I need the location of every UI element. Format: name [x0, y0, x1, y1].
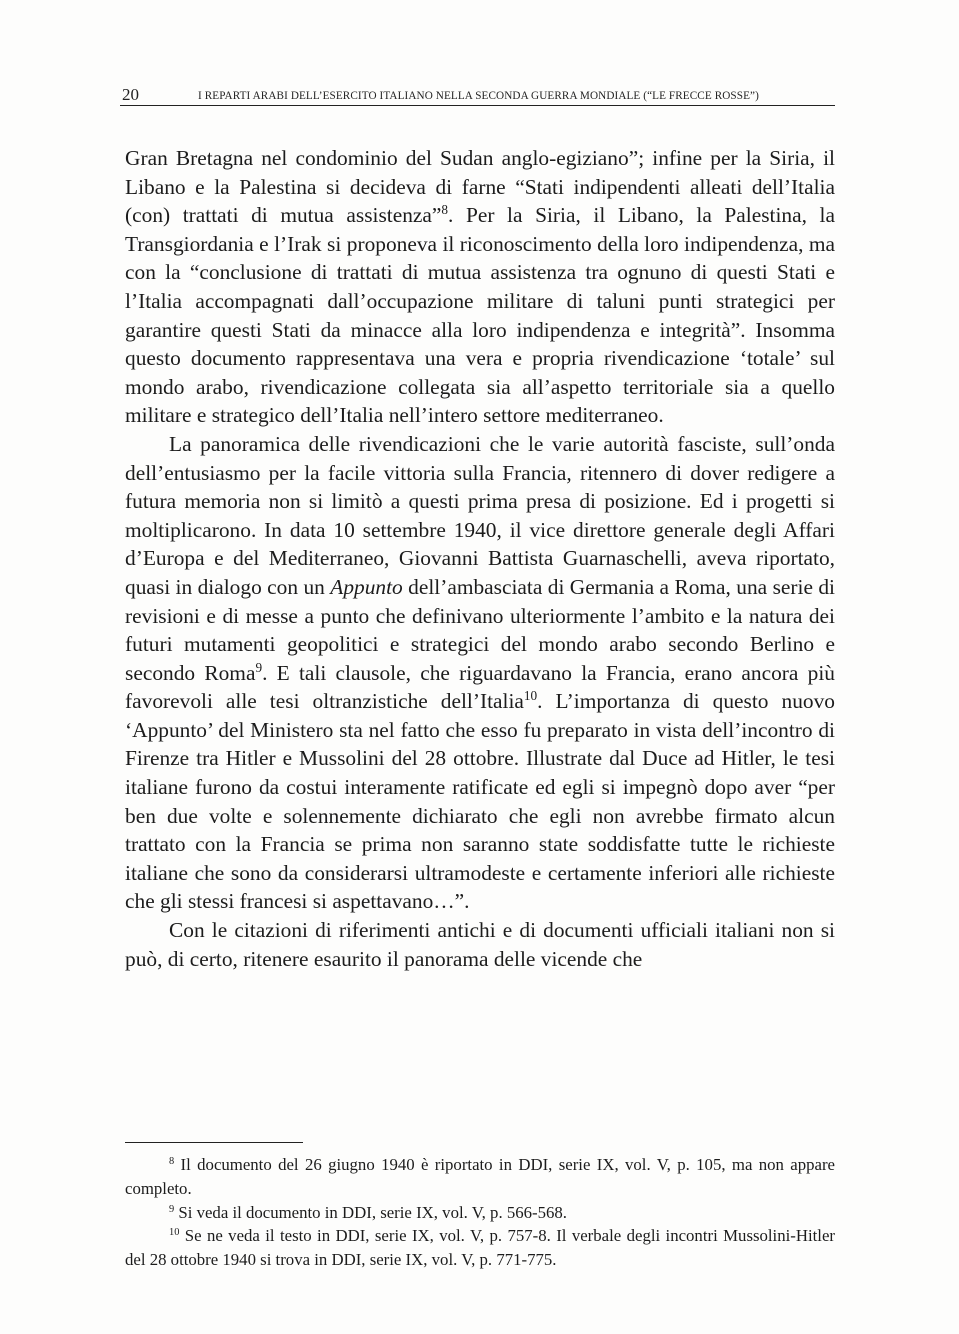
footnote-text: Se ne veda il testo in DDI, serie IX, vol. V, p. 757-8. Il verbale degli incontri Mussolini-Hitler del 28 ottobre 1940 si trova in DDI, serie IX, vol. V, p. 771-775. — [125, 1226, 835, 1270]
footnote-ref-8: 8 — [441, 202, 449, 218]
page-number: 20 — [122, 85, 139, 104]
footnotes — [125, 1153, 835, 1272]
footnote-separator — [125, 1142, 303, 1143]
italic-appunto: Appunto — [330, 574, 403, 599]
paragraph-2-text-d: . L’importanza di questo nuovo ‘Appunto’ del Ministero sta nel fatto che esso fu preparato in vista dell’incontro di Firenze tra Hitler e Mussolini del 28 ottobre. Illustrate dal Duce ad Hitler, le tesi italiane furono da costui interamente ratificate ed egli si impegnò dopo aver “per ben due volte e solennemente dichiarato che egli non avrebbe firmato alcun trattato con la Francia se prima non saranno state soddisfatte tutte le richieste italiane che sono da considerarsi ultramodeste e certamente inferiori alle richieste che gli stessi francesi si aspettavano…”. — [125, 689, 835, 914]
footnote-text: Si veda il documento in DDI, serie IX, vol. V, p. 566-568. — [174, 1202, 567, 1222]
footnote-number: 9 — [169, 1203, 175, 1215]
paragraph-2-text-a: La panoramica delle rivendicazioni che le varie autorità fasciste, sull’onda dell’entusiasmo per la facile vittoria sulla Francia, ritennero di dover redigere a futura memoria non si limitò a questi prima presa di posizione. Ed i progetti si moltiplicarono. In data 10 settembre 1940, il vice direttore generale degli Affari d’Europa e del Mediterraneo, Giovanni Battista Guarnaschelli, aveva riportato, quasi in dialogo con un — [125, 431, 835, 599]
body-text — [125, 144, 835, 973]
footnote-9 — [125, 1201, 835, 1225]
footnote-ref-9: 9 — [255, 659, 263, 675]
paragraph-1-text-a: Gran Bretagna nel condominio del Sudan anglo-egiziano”; infine per la Siria, il Libano e la Palestina si decideva di farne “Stati indipendenti alleati dell’Italia (con) trattati di mutua assistenza” — [125, 146, 835, 228]
footnote-8 — [125, 1153, 835, 1201]
running-title: I REPARTI ARABI DELL’ESERCITO ITALIANO NELLA SECONDA GUERRA MONDIALE (“LE FRECCE ROSSE”) — [198, 90, 759, 102]
running-header — [120, 85, 835, 106]
paragraph-2 — [125, 430, 835, 916]
footnote-number: 8 — [169, 1155, 175, 1167]
footnote-10 — [125, 1224, 835, 1272]
footnote-ref-10: 10 — [523, 688, 538, 704]
footnote-text: Il documento del 26 giugno 1940 è riportato in DDI, serie IX, vol. V, p. 105, ma non appare completo. — [125, 1155, 835, 1198]
footnote-number: 10 — [169, 1227, 180, 1239]
paragraph-1-text-b: . Per la Siria, il Libano, la Palestina, la Transgiordania e l’Irak si proponeva il riconoscimento della loro indipendenza, ma con la “conclusione di trattati di mutua assistenza tra ognuno di questi Stati e l’Italia accompagnati dall’occupazione militare di taluni punti strategici per garantire questi Stati da minacce alla loro indipendenza e integrità”. Insomma questo documento rappresentava una vera e propria rivendicazione ‘totale’ sul mondo arabo, rivendicazione collegata sia all’aspetto territoriale sia a quello militare e strategico dell’Italia nell’intero settore mediterraneo. — [125, 203, 835, 428]
paragraph-2-text-b: dell’ambasciata di Germania a Roma, una serie di revisioni e di messe a punto che definivano ulteriormente l’ambito e la natura dei futuri mutamenti geopolitici e strategici del mondo arabo secondo Berlino e secondo Roma — [125, 574, 835, 685]
paragraph-1 — [125, 144, 835, 430]
paragraph-3: Con le citazioni di riferimenti antichi e di documenti ufficiali italiani non si può, di certo, ritenere esaurito il panorama delle vicende che — [125, 918, 835, 971]
paragraph-2-text-c: . E tali clausole, che riguardavano la Francia, erano ancora più favorevoli alle tesi oltranzistiche dell’Italia — [125, 660, 835, 714]
